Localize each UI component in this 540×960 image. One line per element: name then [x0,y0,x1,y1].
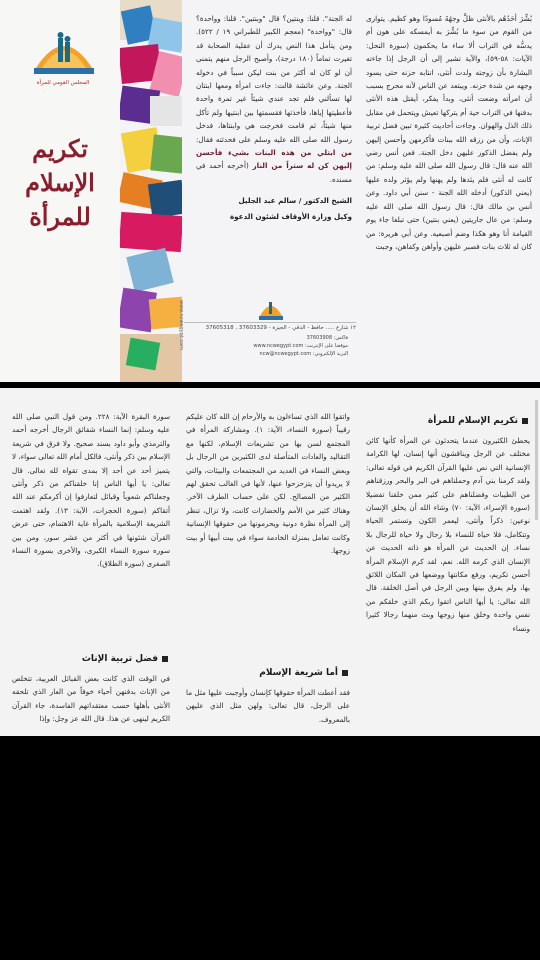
cover-title-line: الإسلام [25,168,95,197]
bottom-left-column-continued [12,672,170,732]
body-text: له الجنة". قلنا: وبنتين؟ قال "وبنتين". قلنا: وواحدة؟ قال: "وواحدة" (معجم الكبير للطبراني ١٩ / ٥٢٢). ومن يتأمل هذا النص يدرك أن عقلية الصحابة قد تغيرت تماماً (١٨٠ درجة)، وأصبح الرجل منهم يتمنى أن لو كان له أكثر من بنت ليكن سبباً في دخوله الجنة. وعن عائشة قالت: جاءت امرأة ومعها ابنتان لها تسألني فلم تجد عندي شيئاً غير تمرة واحدة فأعطيتها إياها، فأخذتها فقسمتها بين ابنتيها ولم تأكل منها شيئاً، ثم قامت فخرجت هي وابنتاها، فدخل رسول الله صلى الله عليه وسلم على فحدثته فقال: [196,14,352,144]
signature-title: وكيل وزارة الأوقاف لشئون الدعوة [229,211,352,221]
brochure-inner-side [0,388,540,736]
section-heading-text: تكريم الإسلام للمرأة [427,416,518,426]
hadith-highlight: من ابتلي من هذه البنات بشيء فأحسن إليهن كن له ستراً من النار [196,148,352,171]
email-line[interactable]: البريد الإلكتروني: ncw@ncwegypt.com [259,351,348,357]
cover-title-line: تكريم [32,134,88,163]
body-text: بُشِّرَ أحَدُهُم بالأنثى ظلَّ وجهُهُ مُسودًا وهو كظيم. يتوارى من القوم من سوء ما بُشِّرَ به أيمسكه على هون أم يدسُّه في التراب ألا ساء ما يحكمون (سورة النحل: الآيات: ٥٨-٥٩)، والآية تشير إلى أن الرجل إذا جاءته البشارة بأن زوجته ولدت أنثى، انتابه حزنه حتى يسود وجهه من شدة حزنه. ويبتعد عن الناس لأنه محرج بسبب أن امرأته وضعت أنثى، وبدأ يفكر، أيقتل هذه الأنثى بدفنها في التراب حية أم يتركها تعيش ويتحمل في مقابل ذلك الذل والهوان. وجاءت أحاديث كثيرة تبين فضل تربية الإناث، وأن من رزقه الله ببنات فأكرمهن وأحسن إليهن ولم يفضل الذكور عليهن دخل الجنة. فعن أنس رضي الله عنه قال: قال رسول الله صلى الله عليه وسلم: من كانت له أنثى فلم يئدها ولم يهنها ولم يؤثر ولده عليها (يعني الذكور) أدخله الله الجنة - سنن أبي داود. وعن أنس بن مالك قال: قال رسول الله صلى الله عليه وسلم: من عال جاريتين (يعني بنتين) حتى تبلغا جاء يوم القيامة أنا وهو هكذا وضم أصبعيه. وعن أبي هريرة: من كان له ثلاث بنات فصبر عليهن وأواهن وكفاهن، وجبت [366,14,532,251]
address-line: ١٢ شارع ..... حافظ - الدقي - الجيزة - 37603329 , 37605318 [184,322,356,331]
bullet-square-icon [522,418,528,424]
bottom-left-column [12,410,170,650]
bottom-right-column [366,434,530,732]
council-small-logo-icon [258,296,284,322]
website-vertical: www.ncwegypt.com [178,300,184,351]
body-text: في الوقت الذي كانت بعض القبائل العربية، تتخلص من الإناث بدفنهن أحياء خوفاً من العار الذي تلحقه الأنثى بأهلها حسب معتقداتهم الفاسدة، جاء القرآن الكريم لينهى عن هذا. قال الله عز وجل: وإذا [12,674,170,724]
bullet-square-icon [342,670,348,676]
section-heading-text: فضل تربية الإناث [81,654,158,664]
brochure-cover [0,0,120,382]
body-text: سورة البقرة الآية: ٢٢٨. ومن قول النبي صلى الله عليه وسلم: إنما النساء شقائق الرجال أخرجه أحمد والترمذي وأبو داود بسند صحيح. ولا فرق في شريعة الإسلام بين ذكر وأنثى، فالكل أمام الله تعالى سواء، لا يتميز أحد عن أحد إلا بمدى تقواه لله تعالى. قال تعالى: يا أيها الناس إنا خلقناكم من ذكر وأنثى وجعلناكم شعوباً وقبائل لتعارفوا إن أكرمكم عند الله أتقاكم (سورة الحجرات، الآية: ١٣). ولقد اهتمت الشريعة الإسلامية بالمرأة غاية الاهتمام، حتى عرض القرآن شئونها في أكثر من عشر سور، ومن بين سوره سورة النساء الكبرى، والأخرى بسورة النساء الصغرى (سورة الطلاق). [12,412,170,569]
body-text: فقد أعطت المرأة حقوقها كإنسان وأوجبت عليها مثل ما على الرجل، قال تعالى: ولهن مثل الذي عليهن بالمعروف. [186,688,350,724]
top-right-column [366,12,532,374]
section-heading-honor [366,416,528,426]
bottom-middle-column-continued [186,686,350,732]
bullet-square-icon [162,656,168,662]
brochure-outer-side [0,0,540,382]
signature-name: الشيخ الدكتور / سالم عبد الجليل [238,196,352,206]
body-text: واتقوا الله الذي تساءلون به والأرحام إن الله كان عليكم رقيباً (سورة النساء، الآية: ١). ومشاركة المرأة في المجتمع لسن بها من تشريعات الإسلام، لكنها مع التقاليد والعادات المتأصلة لدى الكثيرين من الرجال بل وبعض النساء في العديد من المجتمعات والبيئات، والتي لا يريدوا أن يتزحزحوا عنها، لأنها في الغالب تحقق لهم الكثير من المصالح. لكن على حساب الطرف الآخر. وهناك كثير من الأمم والحضارات كانت، ولا تزال، تنظر إلى المرأة نظرة دونية ويحرمونها من حقوقها الإنسانية وكانت تعامل بمنزلة الخادمة سواء في بيت أبيها أو بيت زوجها. [186,412,350,556]
website-line[interactable]: موقعنا على الإنترنت: www.ncwegypt.com [253,343,348,349]
body-text: يحطئ الكثيرون عندما يتحدثون عن المرأة كأنها كائن مختلف عن الرجل ويناقشون أنها إنسان، لها الكرامة الإنسانية التي نص عليها القرآن الكريم في قوله تعالى: ولقد كرمنا بني آدم وحملناهم في البر والبحر ورزقناهم من الطيبات وفضلناهم على كثير ممن خلقنا تفضيلا (سورة الإسراء، الآية: ٧٠) وشاء الله أن يخلق الإنسان نوعين: ذكراً وأنثى، ليعمر الكون وتستمر الحياة وتتكامل، فلا حياة للنساء بلا رجال ولا حياة للرجال بلا نساء. إن الحديث عن المرأة هو ذاته الحديث عن الإنسان الذي كرمه الله. نعم، لقد كرم الإسلام المرأة أحسن تكريم، ورفع مكانتها ووضعها في المكان اللائق بها، ولم يفرق بينها وبين الرجل في أصل الخلقة. قال الله تعالى: يا أيها الناس اتقوا ربكم الذي خلقكم من نفس واحدة وخلق منها زوجها وبث منهما رجالا كثيرا ونساء [366,436,530,633]
cover-title [6,132,114,234]
bottom-middle-column [186,410,350,660]
scrollbar[interactable] [535,400,538,520]
section-heading-girls [40,654,168,664]
contact-block [248,334,348,358]
council-logo-icon [32,24,96,76]
top-middle-column [196,12,352,282]
body-text: (أخرجه أحمد في مسنده. [196,161,352,184]
fax-line: فاكس: 37603908 [306,335,348,341]
section-heading-text: أما شريعة الإسلام [259,668,338,678]
logo-caption: المجلس القومي للمرأة [36,80,90,86]
decorative-color-strip [120,0,182,382]
section-heading-sharia [200,668,348,678]
cover-title-line: للمرأة [29,202,91,231]
